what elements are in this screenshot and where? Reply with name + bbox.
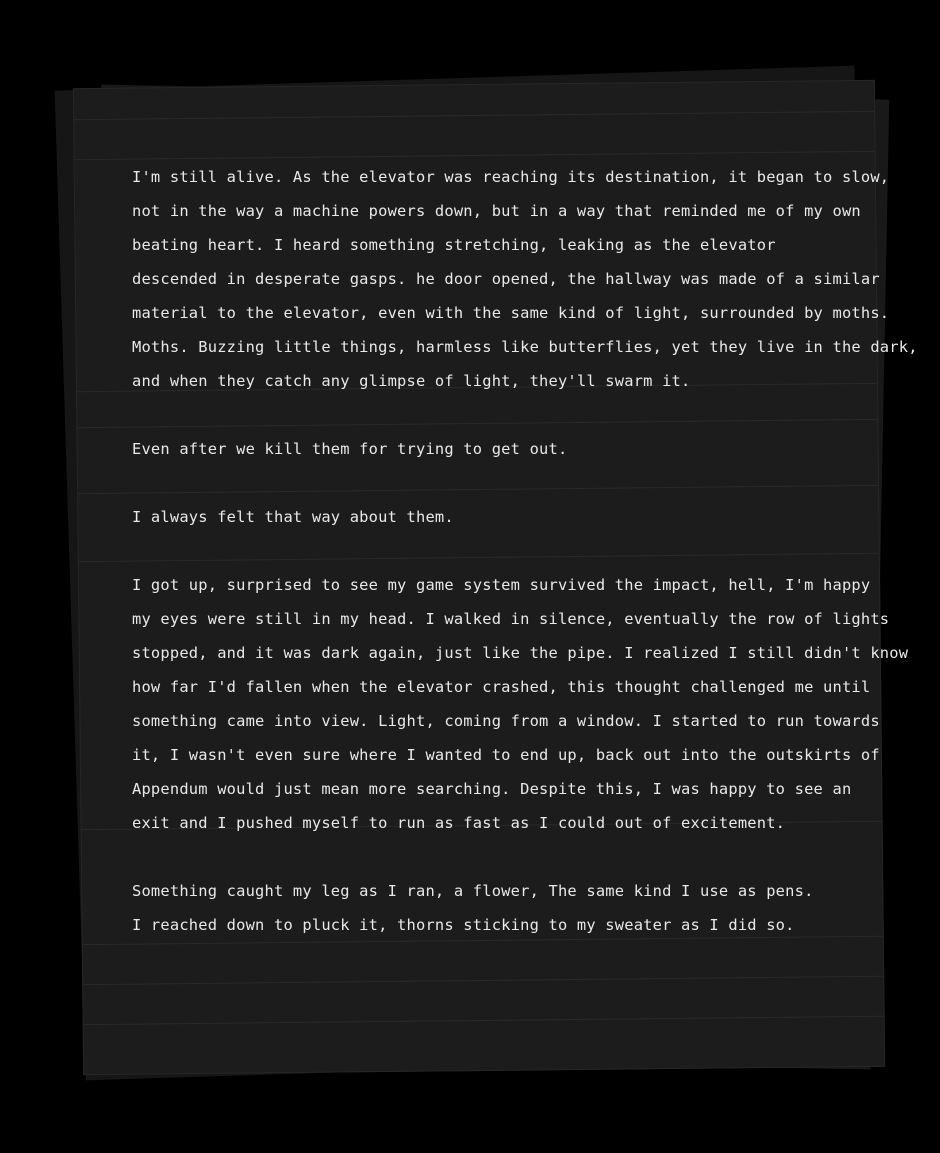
note-line: something came into view. Light, coming from a window. I started to run towards xyxy=(132,712,880,730)
note-line: I reached down to pluck it, thorns sticking to my sweater as I did so. xyxy=(132,916,795,934)
paragraph xyxy=(132,500,877,534)
paragraph-gap xyxy=(132,534,877,568)
paragraph-gap xyxy=(132,466,877,500)
note-line: Even after we kill them for trying to get out. xyxy=(132,440,568,458)
note-line: descended in desperate gasps. he door opened, the hallway was made of a similar xyxy=(132,270,880,288)
note-line: how far I'd fallen when the elevator crashed, this thought challenged me until xyxy=(132,678,871,696)
paragraph xyxy=(132,432,877,466)
note-line: I'm still alive. As the elevator was reaching its destination, it began to slow, xyxy=(132,168,890,186)
note-text xyxy=(132,160,918,942)
paper-rule xyxy=(75,151,875,160)
note-line: my eyes were still in my head. I walked in silence, eventually the row of lights xyxy=(132,610,890,628)
note-line: stopped, and it was dark again, just like the pipe. I realized I still didn't know xyxy=(132,644,909,662)
paragraph xyxy=(132,160,918,398)
note-line: it, I wasn't even sure where I wanted to end up, back out into the outskirts of xyxy=(132,746,880,764)
paper-rule xyxy=(84,1016,884,1025)
note-line: Appendum would just mean more searching. Despite this, I was happy to see an xyxy=(132,780,852,798)
paragraph-gap xyxy=(132,840,877,874)
note-line: beating heart. I heard something stretching, leaking as the elevator xyxy=(132,236,776,254)
paragraph-gap xyxy=(132,398,877,432)
paper-rule xyxy=(74,111,874,120)
note-line: Moths. Buzzing little things, harmless like butterflies, yet they live in the dark, xyxy=(132,338,918,356)
paragraph xyxy=(132,568,909,840)
paragraph xyxy=(132,874,877,942)
note-line: not in the way a machine powers down, but in a way that reminded me of my own xyxy=(132,202,861,220)
note-line: Something caught my leg as I ran, a flower, The same kind I use as pens. xyxy=(132,882,814,900)
note-line: material to the elevator, even with the same kind of light, surrounded by moths. xyxy=(132,304,890,322)
paper-rule xyxy=(83,976,883,985)
note-line: and when they catch any glimpse of light, they'll swarm it. xyxy=(132,372,691,390)
note-line: I got up, surprised to see my game system survived the impact, hell, I'm happy xyxy=(132,576,871,594)
note-line: exit and I pushed myself to run as fast as I could out of excitement. xyxy=(132,814,786,832)
note-line: I always felt that way about them. xyxy=(132,508,454,526)
